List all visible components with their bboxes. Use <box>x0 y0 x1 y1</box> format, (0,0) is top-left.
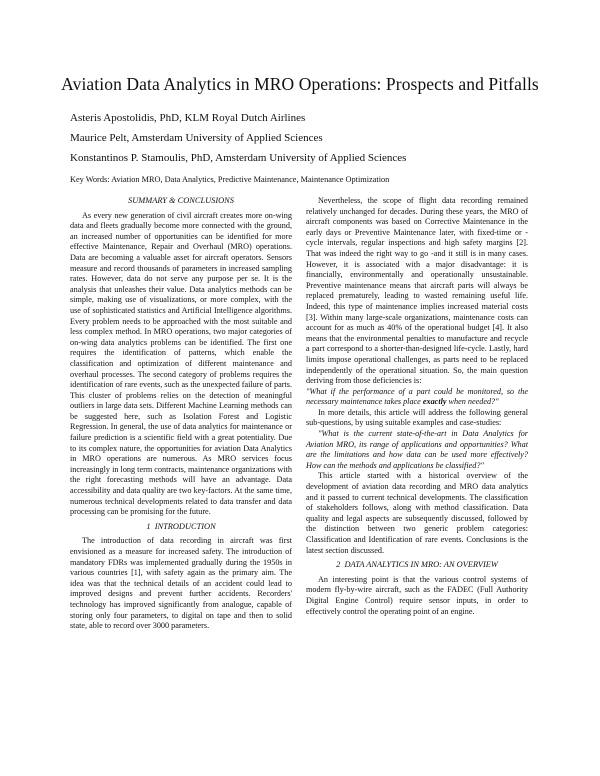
body-paragraph-2: In more details, this article will address the following general sub-questions, by using suitable examples and case-studies: <box>306 407 528 428</box>
summary-heading: SUMMARY & CONCLUSIONS <box>128 196 234 205</box>
introduction-heading <box>70 522 292 533</box>
introduction-paragraph: The introduction of data recording in aircraft was first envisioned as a measure for increased safety. The introduction of mandatory FDRs was implemented gradually during the 1950s in various countries [1], with safety again as the primary aim. The idea was that the technical details of an accident could lead to improved designs and prevent further accidents. Recorders' technology has improved significantly from analogue, capable of storing only four parameters, to digital on tape and then to solid state, able to record over 3000 parameters. <box>70 536 292 631</box>
body-paragraph-4: An interesting point is that the various control systems of modern fly-by-wire aircraft, such as the FADEC (Full Authority Digital Engine Control) require sensor inputs, in order to effectively control the operating point of an engine. <box>306 574 528 616</box>
research-question-emphasis: exactly <box>422 397 447 407</box>
author-2: Maurice Pelt, Amsterdam University of Applied Sciences <box>70 132 323 144</box>
research-question-start: "What if the performance of a part could be monitored, so the necessary maintenance takes place <box>306 386 528 407</box>
section-2-heading <box>306 560 528 571</box>
section-2-heading-text: DATA ANALYTICS IN MRO: AN OVERVIEW <box>344 560 498 570</box>
summary-paragraph: As every new generation of civil aircraft creates more on-wing data and fleets gradually become more connected with the ground, an increased number of opportunities can be identified for more effective Maintenance, Repair and Overhaul (MRO) operations. Data are becoming a valuable asset for aircraft operators. Sensors measure and record thousands of parameters in increased sampling rates. However, data do not serve any purpose per se. It is the analysis that unleashes their value. Data analytics methods can be simple, making use of visualizations, or more complex, with the use of sophisticated statistics and Artificial Intelligence algorithms. Every problem needs to be approached with the most suitable and less complex method. In MRO operations, two major categories of on-wing data analytics problems can be identified. The first one requires the identification of patterns, which enable the classification and optimization of different maintenance and overhaul processes. The second category of problems requires the identification of rare events, such as the unexpected failure of parts. This cluster of problems relies on the detection of meaningful outliers in large data sets. Different Machine Learning methods can be suggested here, such as Isolation Forest and Logistic Regression. In general, the use of data analytics for maintenance or failure prediction is a scientific field with a great potentiality. Due to its complex nature, the opportunities for aviation Data Analytics in MRO operations are numerous. As MRO services focus increasingly in long term contracts, maintenance organizations with the right forecasting methods will have an advantage. Data accessibility and data quality are two key-factors. At the same time, numerous technical developments related to data transfer and data processing can be promising for the future. <box>70 210 292 517</box>
author-3: Konstantinos P. Stamoulis, PhD, Amsterdam University of Applied Sciences <box>70 152 407 164</box>
author-1: Asteris Apostolidis, PhD, KLM Royal Dutch Airlines <box>70 112 306 124</box>
left-column <box>70 196 292 632</box>
paper-title: Aviation Data Analytics in MRO Operations: Prospects and Pitfalls <box>61 74 539 94</box>
research-question-end: when needed?" <box>446 397 499 407</box>
introduction-heading-text: INTRODUCTION <box>154 521 216 531</box>
body-paragraph-3: This article started with a historical overview of the development of aviation data recording and MRO data analytics and it passed to current technical developments. The classification of stakeholders follows, along with method classification. Data quality and legal aspects are subsequently discussed, followed by the distinction between two generic problem categories: Classification and Identification of rare events. Conclusions is the latest section discussed. <box>306 471 528 555</box>
research-question <box>306 387 528 408</box>
body-paragraph-1: Nevertheless, the scope of flight data recording remained relatively unchanged for decades. During these years, the MRO of aircraft components was based on Corrective Maintenance in the early days or Preventive Maintenance later, with fixed-time or -cycle intervals, regular inspections and high safety margins [2]. That was indeed the right way to go -and it still is in many cases. However, it is associated with a major disadvantage: it is financially, environmentally and operationally unsustainable. Preventive maintenance means that aircraft parts will always be replaced prematurely, leading to wasted remaining useful life. Indeed, this type of maintenance implies increased material costs [3]. Within many large-scale organizations, maintenance costs can account for as much as 40% of the operational budget [4]. It also means that the environmental penalties to manufacture and recycle a part correspond to a shorter-than-designed life-cycle. Lastly, hard limits impose operational challenges, as parts need to be replaced independently of the operational situation. So, the main question deriving from those deficiencies is: <box>306 196 528 386</box>
keywords: Key Words: Aviation MRO, Data Analytics, Predictive Maintenance, Maintenance Optimization <box>70 175 390 184</box>
section-2-number: 2 <box>336 560 341 570</box>
author-list <box>70 108 406 168</box>
introduction-number: 1 <box>146 521 151 531</box>
sub-questions: "What is the current state-of-the-art in Data Analytics for Aviation MRO, its range of applications and opportunities? What are the limitations and how data can be used more effectively? How can the methods and applications be classified?" <box>306 429 528 470</box>
right-column <box>306 196 528 617</box>
